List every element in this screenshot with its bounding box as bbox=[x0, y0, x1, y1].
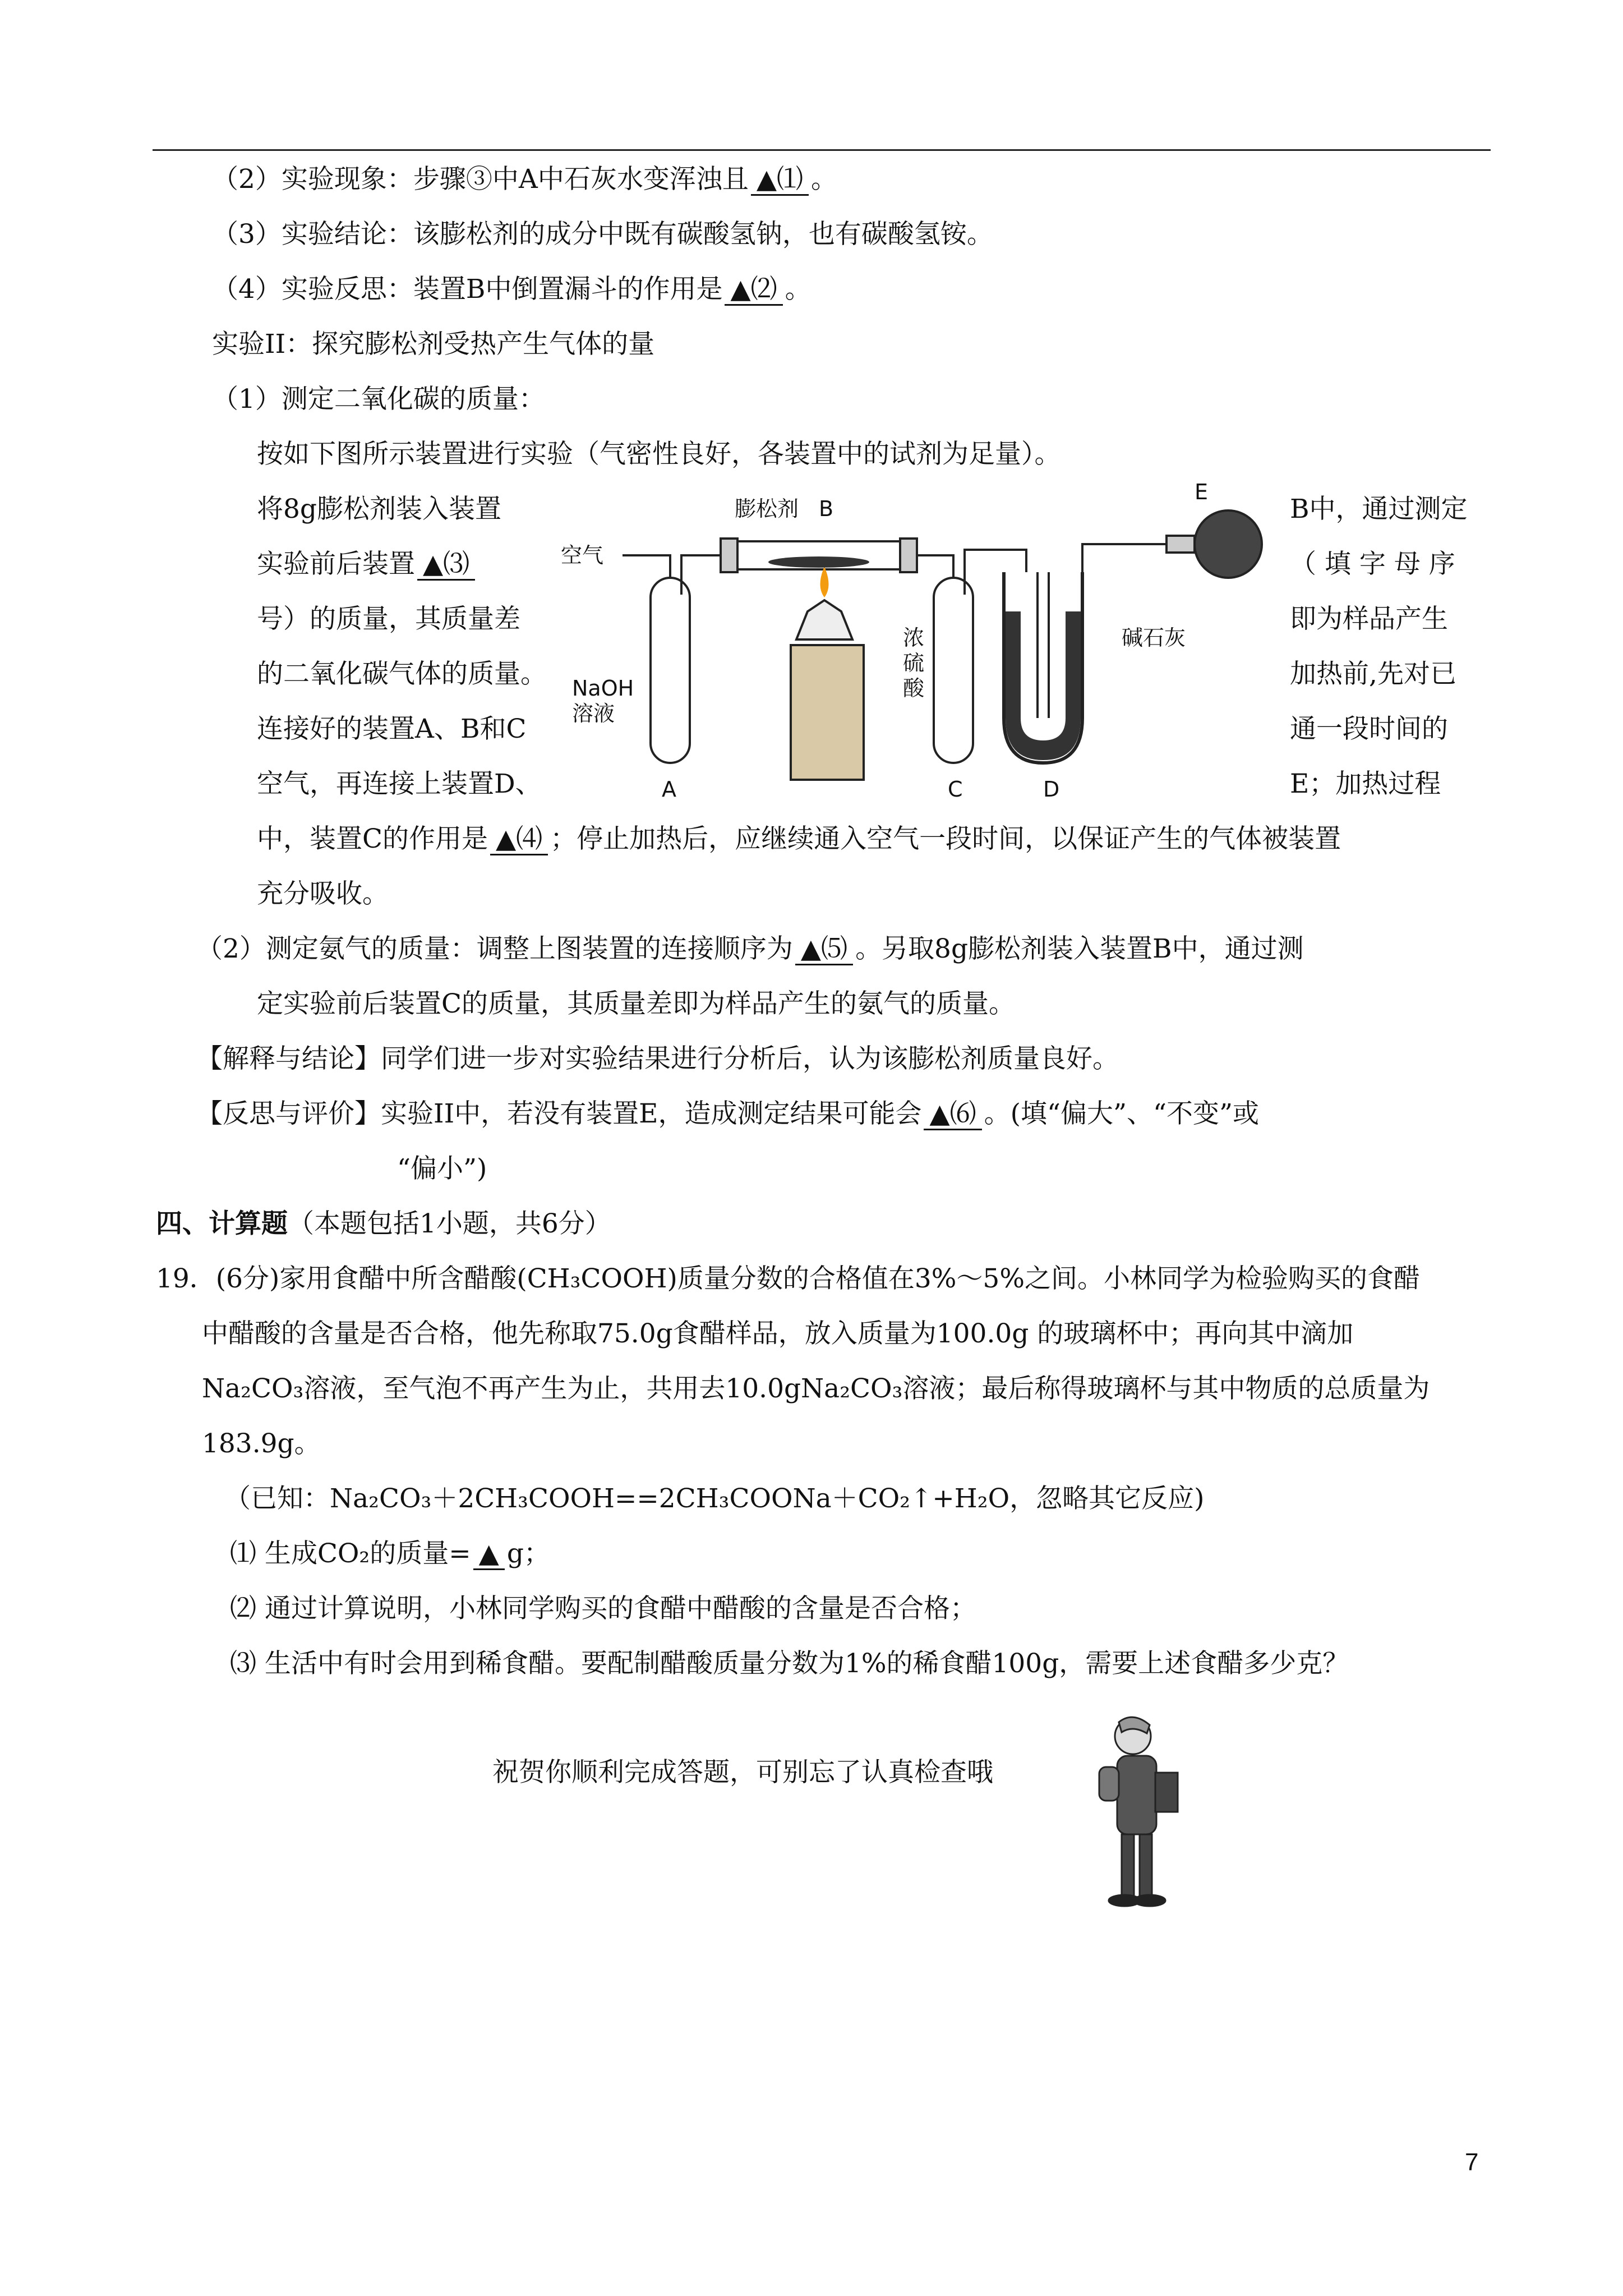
line-conclusion: （3）实验结论：该膨松剂的成分中既有碳酸氢钠，也有碳酸氢铵。 bbox=[212, 219, 993, 250]
label-soda-lime: 碱石灰 bbox=[1122, 625, 1186, 650]
label-e: E bbox=[1195, 482, 1209, 504]
soda-lime-fill bbox=[1006, 611, 1081, 760]
wrap-right-0: B中，通过测定 bbox=[1290, 494, 1468, 524]
soda-lime-bulb bbox=[1195, 510, 1262, 578]
answer-blank-4[interactable]: ▲⑷ bbox=[490, 825, 548, 855]
line-ammonia: （2）测定氨气的质量：调整上图装置的连接顺序为 ▲⑸ 。另取8g膨松剂装入装置B中，通过测 bbox=[196, 933, 1304, 964]
q19-part-1: ⑴ 生成CO₂的质量= ▲ g； bbox=[230, 1538, 550, 1569]
tube-a bbox=[651, 578, 690, 763]
line-setup: 按如下图所示装置进行实验（气密性良好，各装置中的试剂为足量）。 bbox=[257, 439, 1061, 470]
closing-message: 祝贺你顺利完成答题，可别忘了认真检查哦 bbox=[492, 1757, 993, 1788]
q19-part-2: ⑵ 通过计算说明，小林同学购买的食醋中醋酸的含量是否合格； bbox=[230, 1593, 976, 1624]
line-evaluate-2: “偏小”) bbox=[397, 1153, 487, 1184]
line-reflection: （4）实验反思：装置B中倒置漏斗的作用是 ▲⑵ 。 bbox=[212, 274, 811, 305]
label-acid-3: 酸 bbox=[903, 676, 925, 701]
wrap-left-2: 号）的质量，其质量差 bbox=[257, 604, 520, 634]
label-acid-2: 硫 bbox=[903, 651, 925, 675]
experiment-2-title: 实验II：探究膨松剂受热产生气体的量 bbox=[212, 329, 655, 360]
answer-blank-6[interactable]: ▲⑹ bbox=[924, 1099, 981, 1130]
label-solution: 溶液 bbox=[572, 701, 615, 726]
line-co2-mass: （1）测定二氧化碳的质量： bbox=[212, 384, 545, 415]
wrap-right-4: 通一段时间的 bbox=[1290, 714, 1448, 744]
q19-line-1: 19．(6分)家用食醋中所含醋酸(CH₃COOH)质量分数的合格值在3%～5%之间。小林同学为检验购买的食醋 bbox=[156, 1263, 1420, 1294]
drying-tube-e bbox=[1166, 536, 1195, 553]
q19-known: （已知：Na₂CO₃＋2CH₃COOH==2CH₃COONa＋CO₂↑+H₂O，忽略其它反应) bbox=[224, 1483, 1205, 1514]
answer-blank-5[interactable]: ▲⑸ bbox=[795, 935, 853, 965]
line-ammonia-2: 定实验前后装置C的质量，其质量差即为样品产生的氨气的质量。 bbox=[257, 988, 1015, 1019]
label-naoh: NaOH bbox=[572, 676, 634, 701]
apparatus-diagram bbox=[561, 482, 1279, 802]
wrap-right-2: 即为样品产生 bbox=[1290, 604, 1448, 634]
label-bake: 膨松剂 bbox=[735, 496, 799, 521]
q19-line-4: 183.9g。 bbox=[202, 1428, 321, 1459]
label-air: 空气 bbox=[561, 543, 604, 568]
q19-part-3: ⑶ 生活中有时会用到稀食醋。要配制醋酸质量分数为1%的稀食醋100g，需要上述食醋多少克？ bbox=[230, 1648, 1349, 1679]
answer-blank-2[interactable]: ▲⑵ bbox=[725, 275, 782, 306]
alcohol-lamp bbox=[796, 600, 852, 639]
line-observation: （2）实验现象：步骤③中A中石灰水变浑浊且 ▲⑴ 。 bbox=[212, 164, 837, 195]
label-acid-1: 浓 bbox=[903, 625, 925, 650]
label-c: C bbox=[948, 777, 963, 802]
tube-c bbox=[934, 578, 973, 763]
wrap-right-5: E；加热过程 bbox=[1290, 769, 1441, 799]
wrap-left-0: 将8g膨松剂装入装置 bbox=[257, 494, 501, 524]
label-a: A bbox=[662, 777, 676, 802]
teacher-cartoon-icon bbox=[1066, 1711, 1211, 1913]
page-number: 7 bbox=[1465, 2148, 1479, 2176]
answer-blank-3[interactable]: ▲⑶ bbox=[417, 550, 475, 581]
line-absorb: 充分吸收。 bbox=[257, 878, 389, 909]
answer-blank-co2[interactable]: ▲ bbox=[473, 1539, 505, 1570]
sample-powder bbox=[768, 556, 869, 568]
header-rule bbox=[153, 149, 1491, 151]
q19-line-2: 中醋酸的含量是否合格，他先称取75.0g食醋样品，放入质量为100.0g 的玻璃杯中；再向其中滴加 bbox=[202, 1318, 1354, 1349]
flame-icon bbox=[820, 567, 829, 597]
stand-block bbox=[791, 645, 864, 780]
label-b: B bbox=[819, 496, 834, 521]
line-evaluate: 【反思与评价】实验II中，若没有装置E，造成测定结果可能会 ▲⑹ 。(填“偏大”、“不变”或 bbox=[196, 1098, 1260, 1129]
wrap-left-4: 连接好的装置A、B和C bbox=[257, 714, 527, 744]
line-explain: 【解释与结论】同学们进一步对实验结果进行分析后，认为该膨松剂质量良好。 bbox=[196, 1043, 1119, 1074]
wrap-left-1: 实验前后装置 ▲⑶ bbox=[257, 547, 477, 581]
label-d: D bbox=[1043, 777, 1060, 802]
wrap-left-3: 的二氧化碳气体的质量。 bbox=[257, 659, 547, 689]
line-c-role: 中，装置C的作用是 ▲⑷ ；停止加热后，应继续通入空气一段时间，以保证产生的气体被装置 bbox=[257, 823, 1341, 854]
wrap-right-3: 加热前,先对已 bbox=[1290, 659, 1456, 689]
q19-line-3: Na₂CO₃溶液，至气泡不再产生为止，共用去10.0gNa₂CO₃溶液；最后称得玻璃杯与其中物质的总质量为 bbox=[202, 1373, 1430, 1404]
wrap-left-5: 空气，再连接上装置D、 bbox=[257, 769, 542, 799]
answer-blank-1[interactable]: ▲⑴ bbox=[751, 165, 809, 196]
wrap-right-1: （ 填 字 母 序 bbox=[1290, 549, 1455, 579]
section-4-title: 四、计算题（本题包括1小题，共6分） bbox=[156, 1208, 611, 1239]
